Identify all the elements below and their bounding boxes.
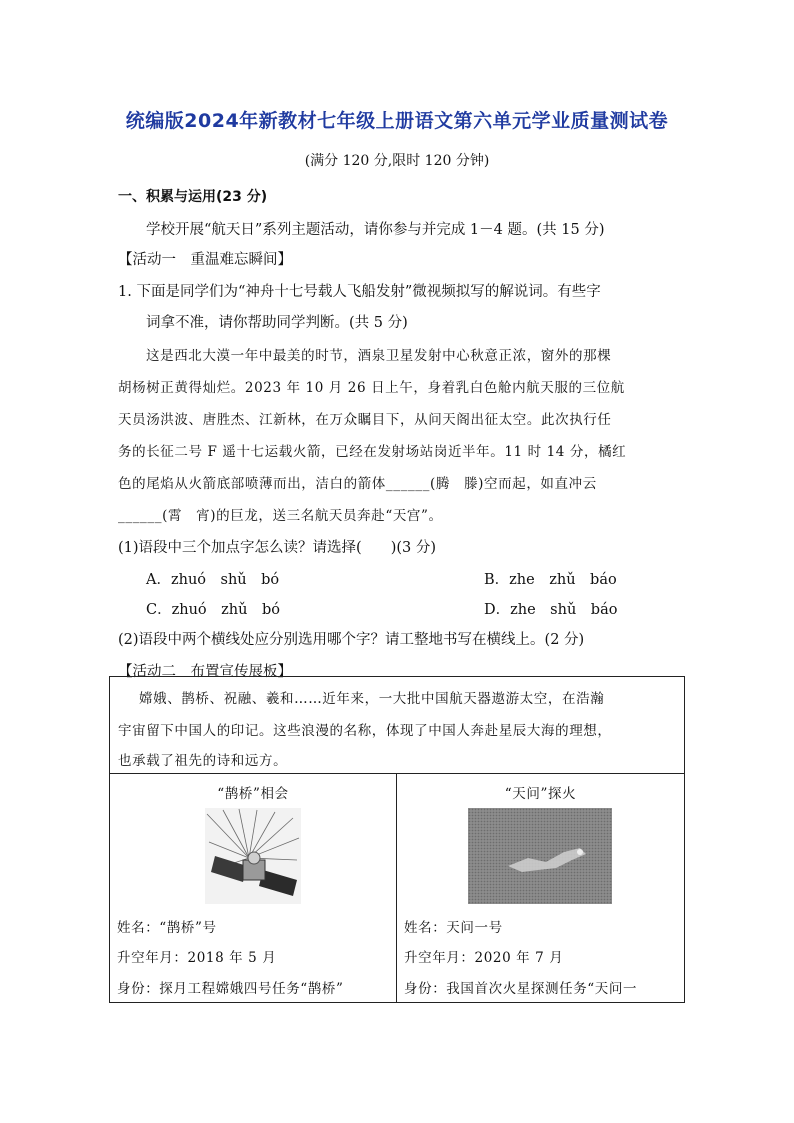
- left-heading: “鹊桥”相会: [217, 786, 289, 802]
- tianwen-mars-image: [468, 808, 612, 904]
- question-1-line-2: 词拿不准，请你帮助同学判断。(共 5 分): [146, 315, 408, 331]
- sub-question-2: (2)语段中两个横线处应分别选用哪个字？请工整地书写在横线上。(2 分): [118, 632, 585, 648]
- board-intro-cell: [109, 676, 685, 774]
- right-role: 身份：我国首次火星探测任务“天问一: [404, 981, 638, 997]
- queqiao-satellite-image: [205, 808, 301, 904]
- passage-line: 胡杨树正黄得灿烂。2023 年 10 月 26 日上午，身着乳白色舱内航天服的三位航: [118, 380, 625, 396]
- option-b[interactable]: B．zhe zhǔ báo: [484, 572, 617, 588]
- passage-line: 这是西北大漠一年中最美的时节，酒泉卫星发射中心秋意正浓，窗外的那棵: [146, 348, 612, 364]
- right-date: 升空年月：2020 年 7 月: [404, 950, 564, 966]
- right-heading: “天问”探火: [504, 786, 577, 802]
- activity-two-heading: 【活动二 布置宣传展板】: [118, 664, 292, 680]
- board-intro-line: 也承载了祖先的诗和远方。: [118, 753, 288, 769]
- passage-line: 务的长征二号 F 遥十七运载火箭，已经在发射场站岗近半年。11 时 14 分，橘红: [118, 444, 627, 460]
- passage-line: ______(霄 宵)的巨龙，送三名航天员奔赴“天宫”。: [118, 508, 443, 524]
- left-date: 升空年月：2018 年 5 月: [117, 950, 277, 966]
- passage-line: 色的尾焰从火箭底部喷薄而出，洁白的箭体______(腾 滕)空而起，如直冲云: [118, 476, 597, 492]
- option-d[interactable]: D．zhe shǔ báo: [484, 602, 618, 618]
- option-a[interactable]: A．zhuó shǔ bó: [146, 572, 280, 588]
- left-name: 姓名：“鹊桥”号: [117, 920, 217, 936]
- activity-one-heading: 【活动一 重温难忘瞬间】: [118, 252, 292, 268]
- sub-question-1: (1)语段中三个加点字怎么读？请选择( )(3 分): [118, 540, 437, 556]
- board-left-cell: [109, 773, 397, 1003]
- board-intro-line: 宇宙留下中国人的印记。这些浪漫的名称，体现了中国人奔赴星辰大海的理想，: [118, 723, 612, 739]
- page-title: 统编版2024年新教材七年级上册语文第六单元学业质量测试卷: [125, 110, 669, 132]
- left-role: 身份：探月工程嫦娥四号任务“鹊桥”: [117, 981, 344, 997]
- passage-line: 天员汤洪波、唐胜杰、江新林，在万众瞩目下，从问天阁出征太空。此次执行任: [118, 412, 612, 428]
- score-time-note: (满分 120 分,限时 120 分钟): [304, 153, 490, 169]
- question-1-line-1: 1. 下面是同学们为“神舟十七号载人飞船发射”微视频拟写的解说词。有些字: [118, 284, 601, 300]
- option-c[interactable]: C．zhuó zhǔ bó: [146, 602, 280, 618]
- board-intro-line: 嫦娥、鹊桥、祝融、羲和……近年来，一大批中国航天器遨游太空，在浩瀚: [139, 691, 605, 707]
- board-right-cell: [396, 773, 685, 1003]
- section-heading: 一、积累与运用(23 分): [118, 189, 268, 205]
- right-name: 姓名：天问一号: [404, 920, 503, 936]
- intro-text: 学校开展“航天日”系列主题活动，请你参与并完成 1－4 题。(共 15 分): [146, 222, 605, 238]
